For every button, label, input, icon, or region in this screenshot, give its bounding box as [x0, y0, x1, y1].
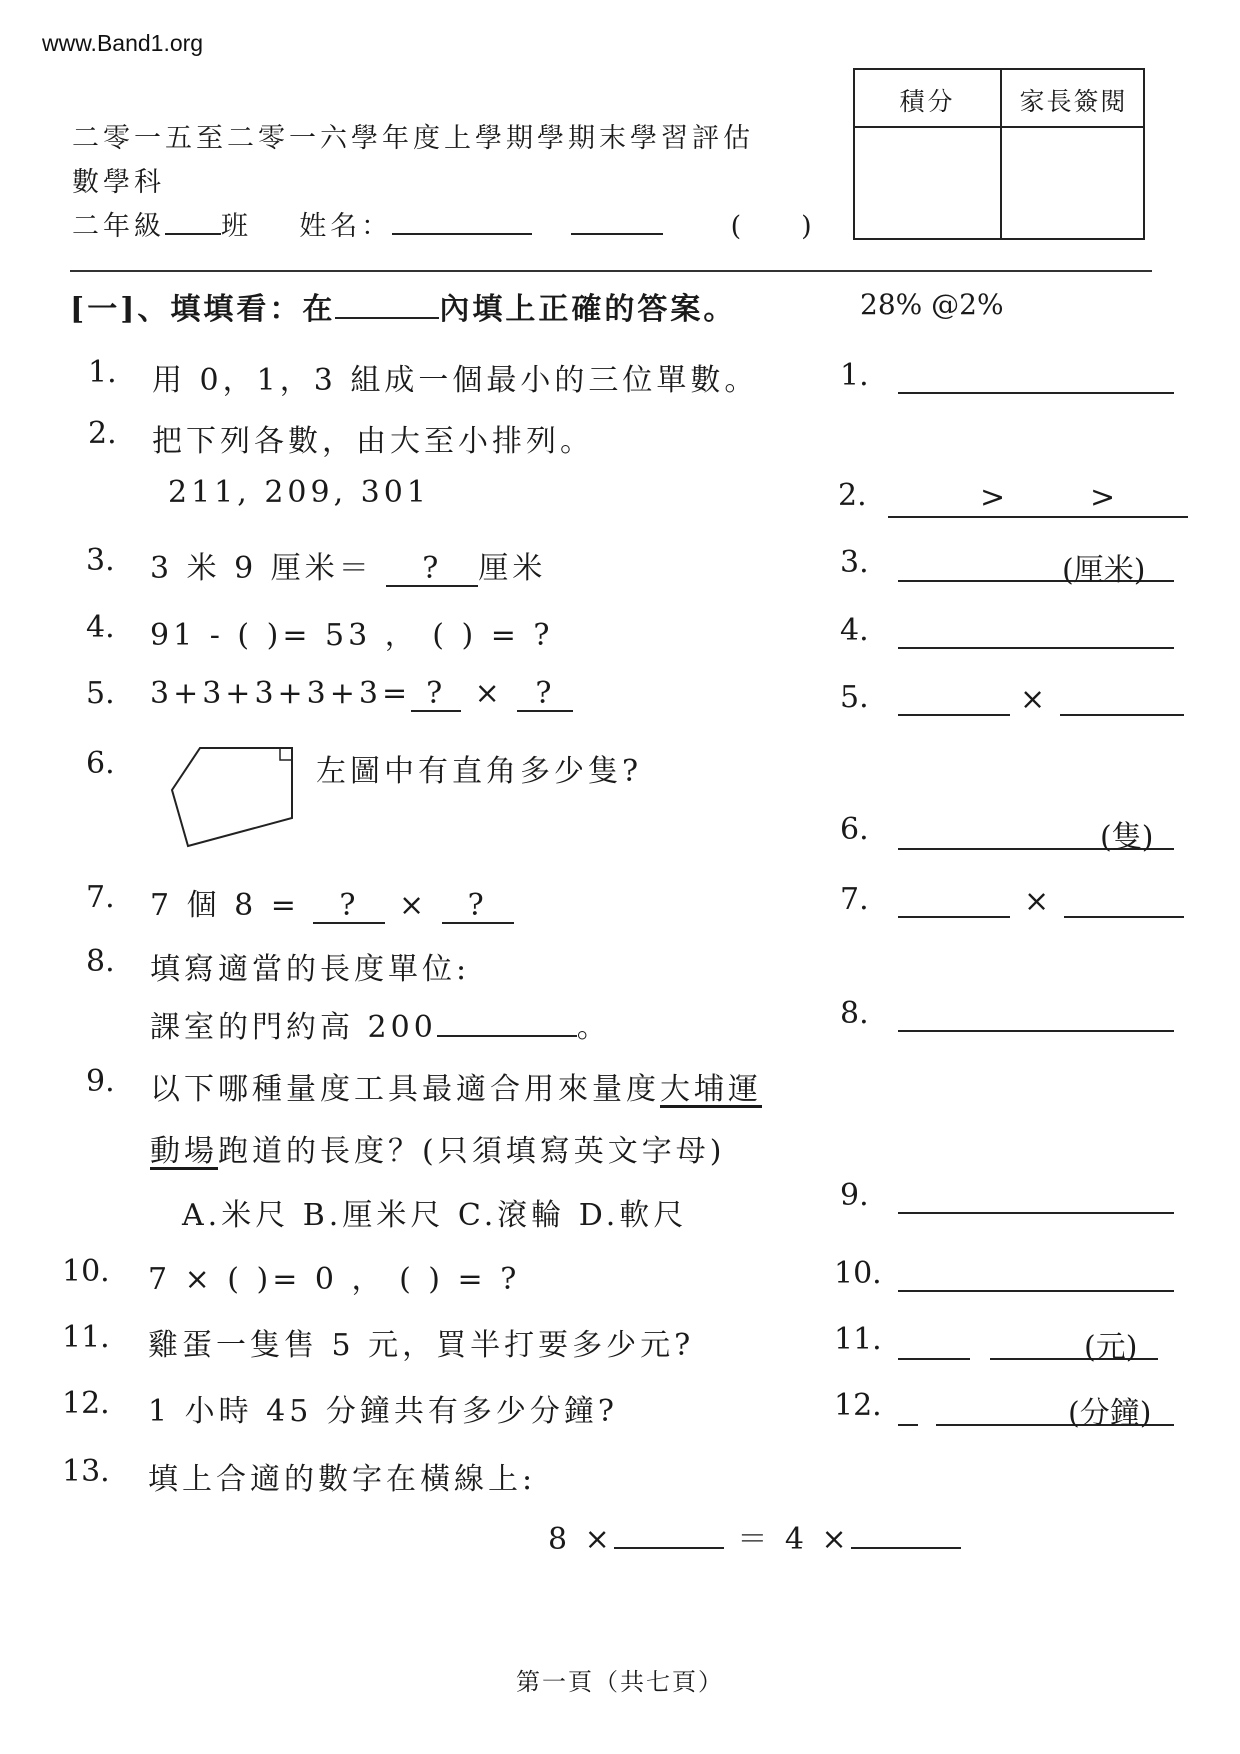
- question-text: 左圖中有直角多少隻?: [316, 754, 643, 789]
- pentagon-figure: [166, 742, 302, 854]
- question-number: 4.: [86, 610, 115, 645]
- grade-label: 二年級: [72, 211, 165, 242]
- answer-unit: (隻): [1100, 820, 1154, 855]
- score-table: [853, 68, 1145, 240]
- equation-blank-2[interactable]: [851, 1521, 961, 1549]
- question-text: 7 × ( )= 0 ， ( ) = ?: [148, 1262, 521, 1297]
- question-text: 填上合適的數字在橫線上:: [148, 1462, 537, 1497]
- page-footer: 第一頁（共七頁）: [516, 1668, 724, 1696]
- question-text: 填寫適當的長度單位:: [150, 952, 471, 987]
- name-blank-2[interactable]: [571, 207, 663, 235]
- greater-than: >: [980, 480, 1006, 515]
- answer-line[interactable]: [1060, 714, 1184, 716]
- question-text: 用 0，1，3 組成一個最小的三位單數。: [152, 363, 759, 398]
- question-text: 3+3+3+3+3= ? × ?: [150, 676, 573, 712]
- answer-line[interactable]: [898, 1212, 1174, 1214]
- answer-number: 7.: [840, 882, 869, 917]
- question-options: A.米尺 B.厘米尺 C.滾輪 D.軟尺: [182, 1198, 688, 1233]
- question-number: 10.: [62, 1254, 110, 1289]
- times-sign: ×: [1020, 682, 1046, 717]
- answer-unit: (分鐘): [1068, 1396, 1152, 1431]
- name-blank[interactable]: [392, 207, 532, 235]
- equation: 8 × ＝ 4 ×: [548, 1514, 961, 1558]
- class-label: 班: [221, 211, 252, 242]
- section-heading: [一]、填填看：在 內填上正確的答案。: [70, 292, 737, 327]
- question-number: 6.: [86, 746, 115, 781]
- question-text: 雞蛋一隻售 5 元，買半打要多少元?: [148, 1328, 695, 1363]
- answer-number: 2.: [838, 478, 867, 513]
- question-number: 5.: [86, 676, 115, 711]
- question-text-2: 動場跑道的長度？(只須填寫英文字母): [150, 1134, 726, 1169]
- student-info-row: [72, 204, 816, 243]
- answer-unit: (元): [1084, 1330, 1138, 1365]
- answer-number: 6.: [840, 812, 869, 847]
- answer-number: 8.: [840, 996, 869, 1031]
- answer-line[interactable]: [898, 1290, 1174, 1292]
- answer-number: 10.: [834, 1256, 882, 1291]
- question-number: 8.: [86, 944, 115, 979]
- question-number: 12.: [62, 1386, 110, 1421]
- answer-unit: (厘米): [1062, 553, 1146, 588]
- site-url: www.Band1.org: [42, 30, 204, 56]
- answer-number: 12.: [834, 1388, 882, 1423]
- answer-number: 11.: [834, 1322, 882, 1357]
- answer-line[interactable]: [1064, 916, 1184, 918]
- question-text: 3 米 9 厘米＝ ? 厘米: [150, 551, 547, 586]
- equation-blank-1[interactable]: [614, 1521, 724, 1549]
- times-sign: ×: [1024, 884, 1050, 919]
- name-label: 姓名：: [299, 211, 393, 242]
- question-number: 3.: [86, 543, 115, 578]
- score-header: 積分: [899, 87, 956, 116]
- question-text: 1 小時 45 分鐘共有多少分鐘?: [148, 1394, 618, 1429]
- answer-number: 4.: [840, 613, 869, 648]
- question-text: 以下哪種量度工具最適合用來量度大埔運: [150, 1072, 762, 1107]
- answer-line[interactable]: [898, 1358, 970, 1360]
- answer-line[interactable]: [898, 392, 1174, 394]
- answer-line[interactable]: [898, 714, 1010, 716]
- question-number: 13.: [62, 1454, 110, 1489]
- question-text: 7 個 8 = ? × ?: [150, 880, 514, 924]
- question-number: 9.: [86, 1064, 115, 1099]
- answer-number: 1.: [840, 358, 869, 393]
- question-sub: 211, 209, 301: [168, 475, 430, 510]
- answer-line[interactable]: [888, 516, 1188, 518]
- answer-line[interactable]: [898, 1030, 1174, 1032]
- question-number: 1.: [88, 355, 117, 390]
- exam-title: 二零一五至二零一六學年度上學期學期末學習評估: [72, 123, 754, 154]
- answer-line[interactable]: [898, 647, 1174, 649]
- answer-number: 3.: [840, 545, 869, 580]
- question-number: 2.: [88, 416, 117, 451]
- header-divider: [70, 270, 1152, 272]
- class-number-open: (: [730, 211, 746, 242]
- question-text: 91 - ( )= 53 ， ( ) = ?: [150, 618, 554, 653]
- question-number: 11.: [62, 1320, 110, 1355]
- class-blank[interactable]: [165, 207, 221, 235]
- section-score: 28% @2%: [860, 288, 1004, 321]
- question-number: 7.: [86, 880, 115, 915]
- parent-signature-header: 家長簽閱: [1019, 87, 1128, 116]
- greater-than: >: [1090, 480, 1116, 515]
- answer-number: 9.: [840, 1178, 869, 1213]
- question-text: 把下列各數，由大至小排列。: [152, 424, 594, 459]
- class-number-close: ): [801, 211, 816, 242]
- answer-line[interactable]: [898, 916, 1010, 918]
- question-sub: 課室的門約高 200 。: [150, 1010, 611, 1045]
- subject-label: 數學科: [72, 167, 165, 198]
- answer-line[interactable]: [898, 1424, 918, 1426]
- answer-number: 5.: [840, 680, 869, 715]
